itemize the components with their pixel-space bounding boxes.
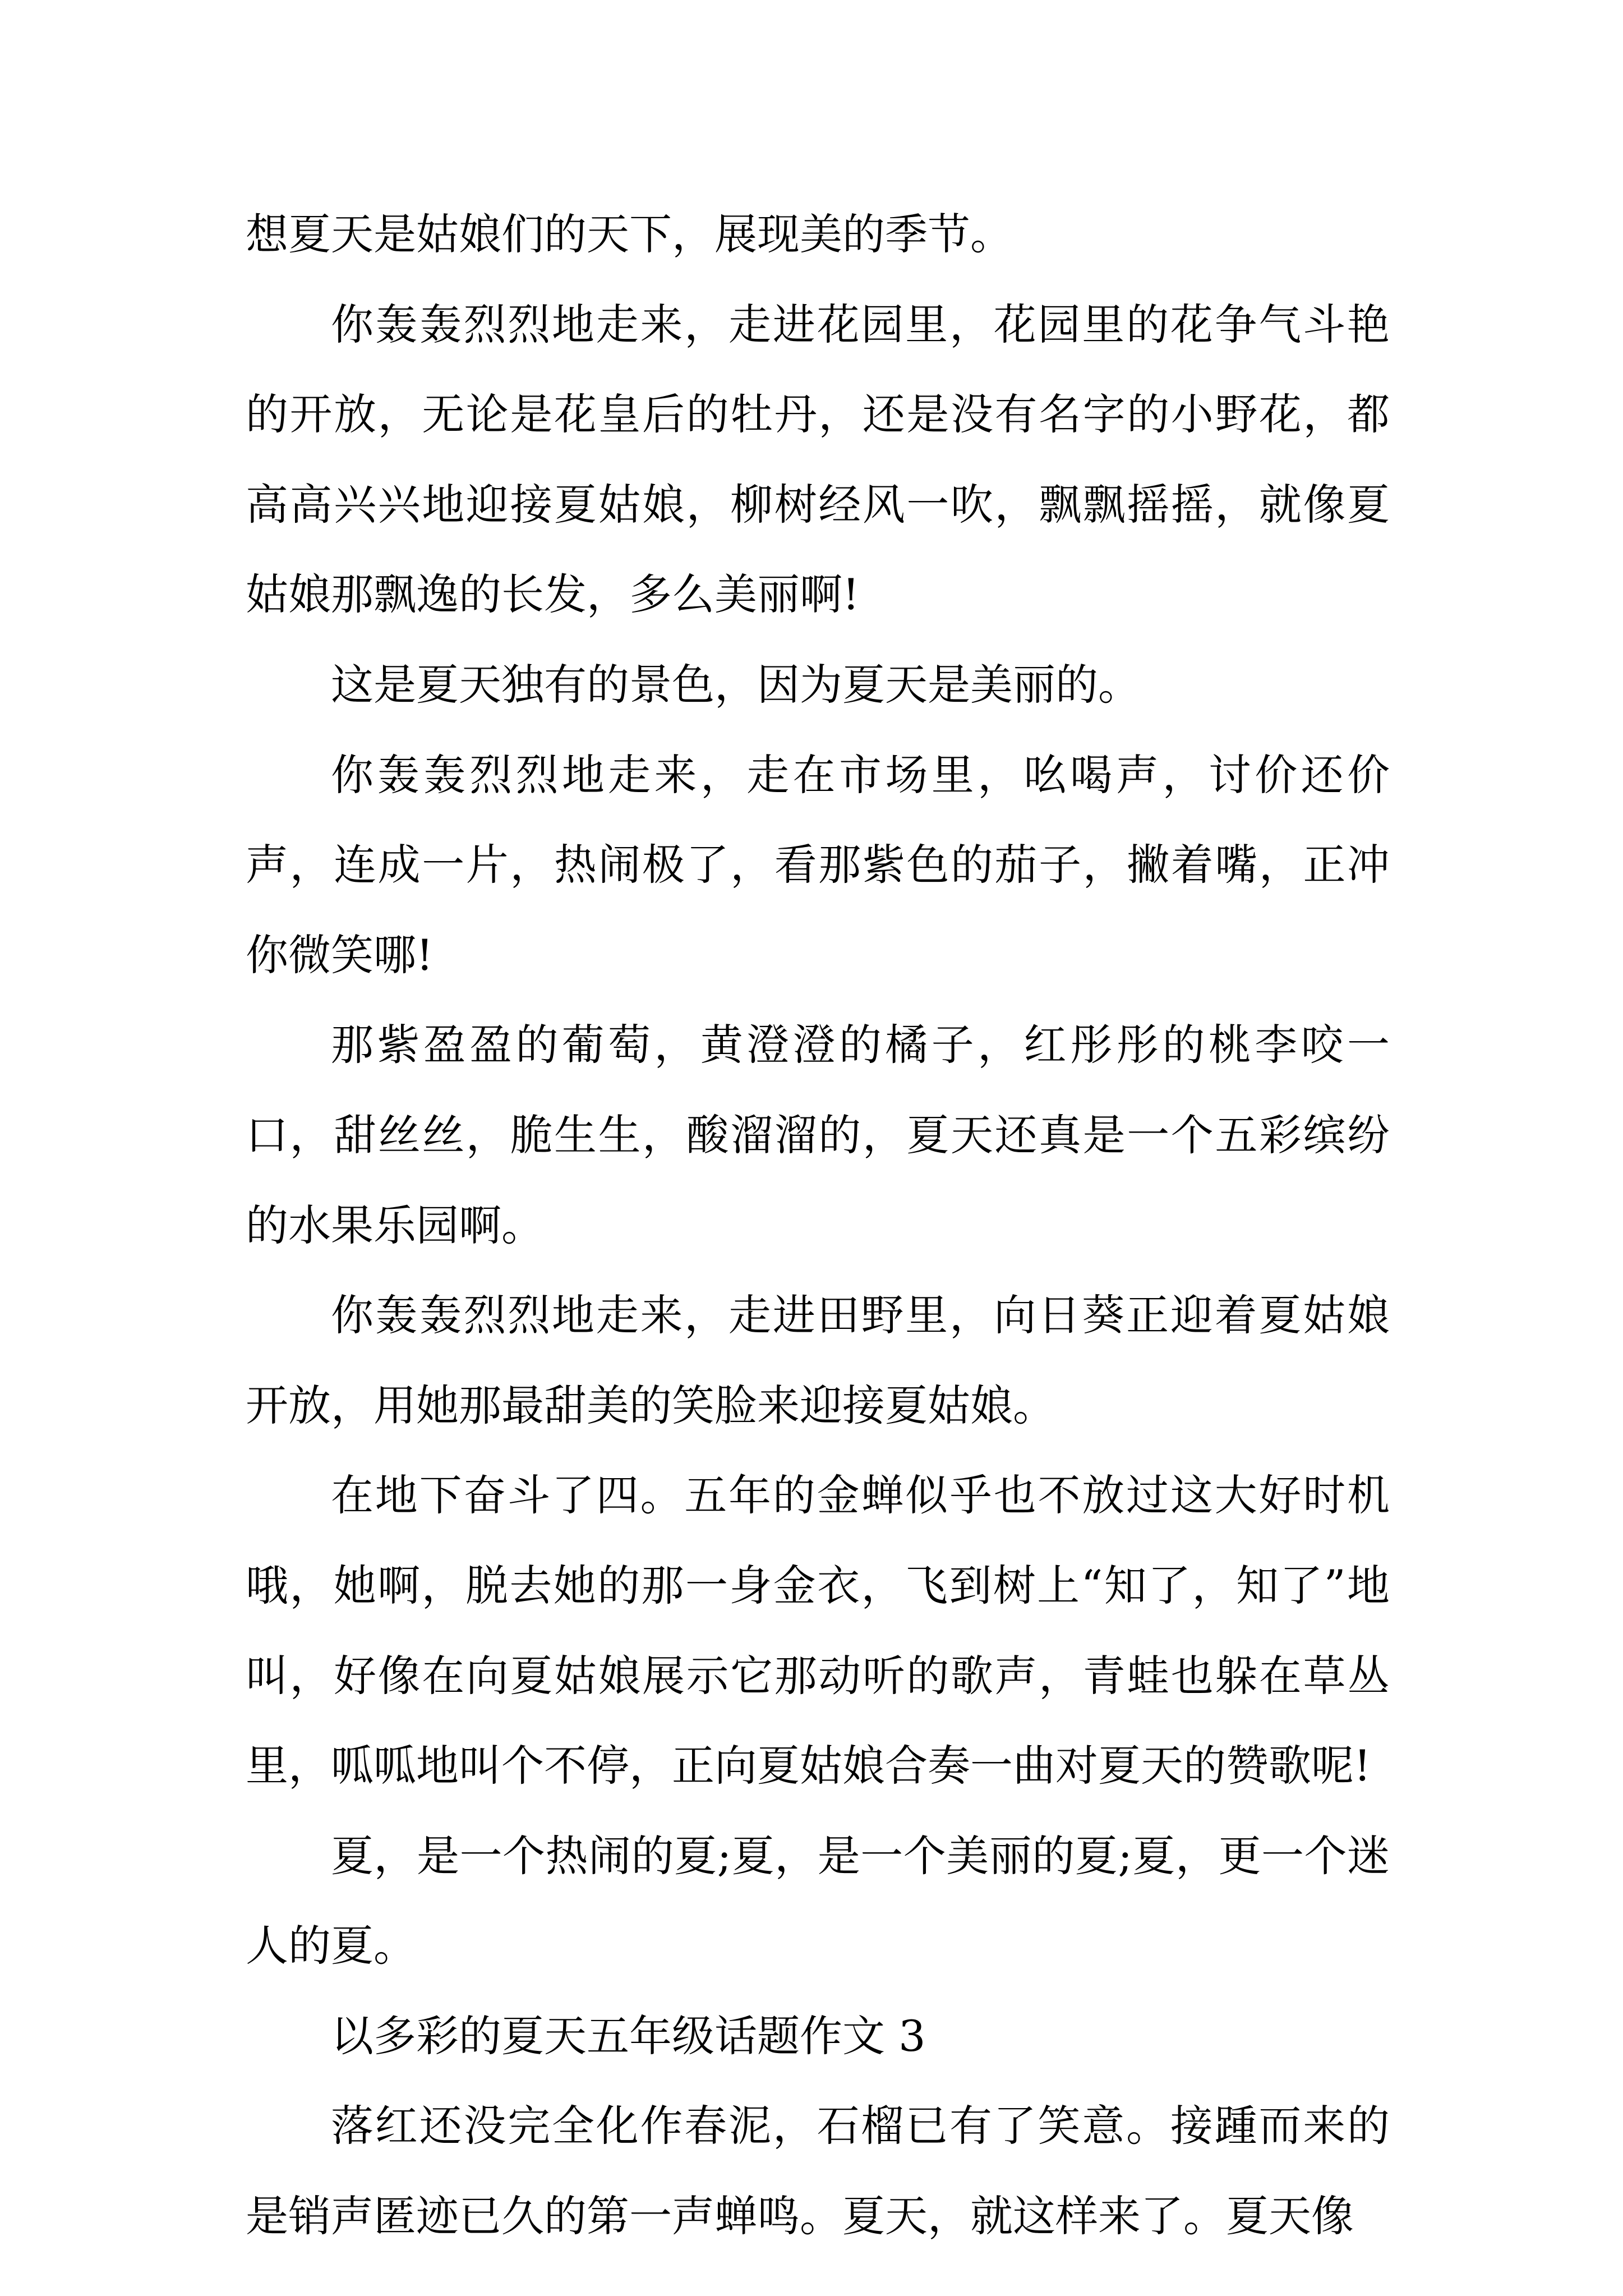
paragraph-6: 你轰轰烈烈地走来，走进田野里，向日葵正迎着夏姑娘开放，用她那最甜美的笑脸来迎接夏姑娘。 <box>246 1290 1390 1430</box>
paragraph-3: 这是夏天独有的景色，因为夏天是美丽的。 <box>331 659 1141 710</box>
paragraph-7: 在地下奋斗了四。五年的金蝉似乎也不放过这大好时机哦，她啊，脱去她的那一身金衣，飞到树上“知了，知了”地叫，好像在向夏姑娘展示它那动听的歌声，青蛙也躲在草丛里，呱呱地叫个不停，正向夏姑娘合奏一曲对夏天的赞歌呢! <box>246 1470 1390 1791</box>
paragraph-4: 你轰轰烈烈地走来，走在市场里，吆喝声，讨价还价声，连成一片，热闹极了，看那紫色的茄子，撇着嘴，正冲你微笑哪! <box>246 749 1390 980</box>
paragraph-8: 夏，是一个热闹的夏;夏，是一个美丽的夏;夏，更一个迷人的夏。 <box>246 1830 1390 1971</box>
section-heading: 以多彩的夏天五年级话题作文 3 <box>331 2010 926 2061</box>
paragraph-5: 那紫盈盈的葡萄，黄澄澄的橘子，红彤彤的桃李咬一口，甜丝丝，脆生生，酸溜溜的，夏天还真是一个五彩缤纷的水果乐园啊。 <box>246 1020 1390 1250</box>
paragraph-final: 落红还没完全化作春泥，石榴已有了笑意。接踵而来的是销声匿迹已久的第一声蝉鸣。夏天，就这样来了。夏天像 <box>246 2101 1390 2242</box>
document-body <box>246 190 1390 2262</box>
paragraph-2: 你轰轰烈烈地走来，走进花园里，花园里的花争气斗艳的开放，无论是花皇后的牡丹，还是没有名字的小野花，都高高兴兴地迎接夏姑娘，柳树经风一吹，飘飘摇摇，就像夏姑娘那飘逸的长发，多么美丽啊! <box>246 299 1390 620</box>
paragraph-1: 想夏天是姑娘们的天下，展现美的季节。 <box>246 209 1013 259</box>
